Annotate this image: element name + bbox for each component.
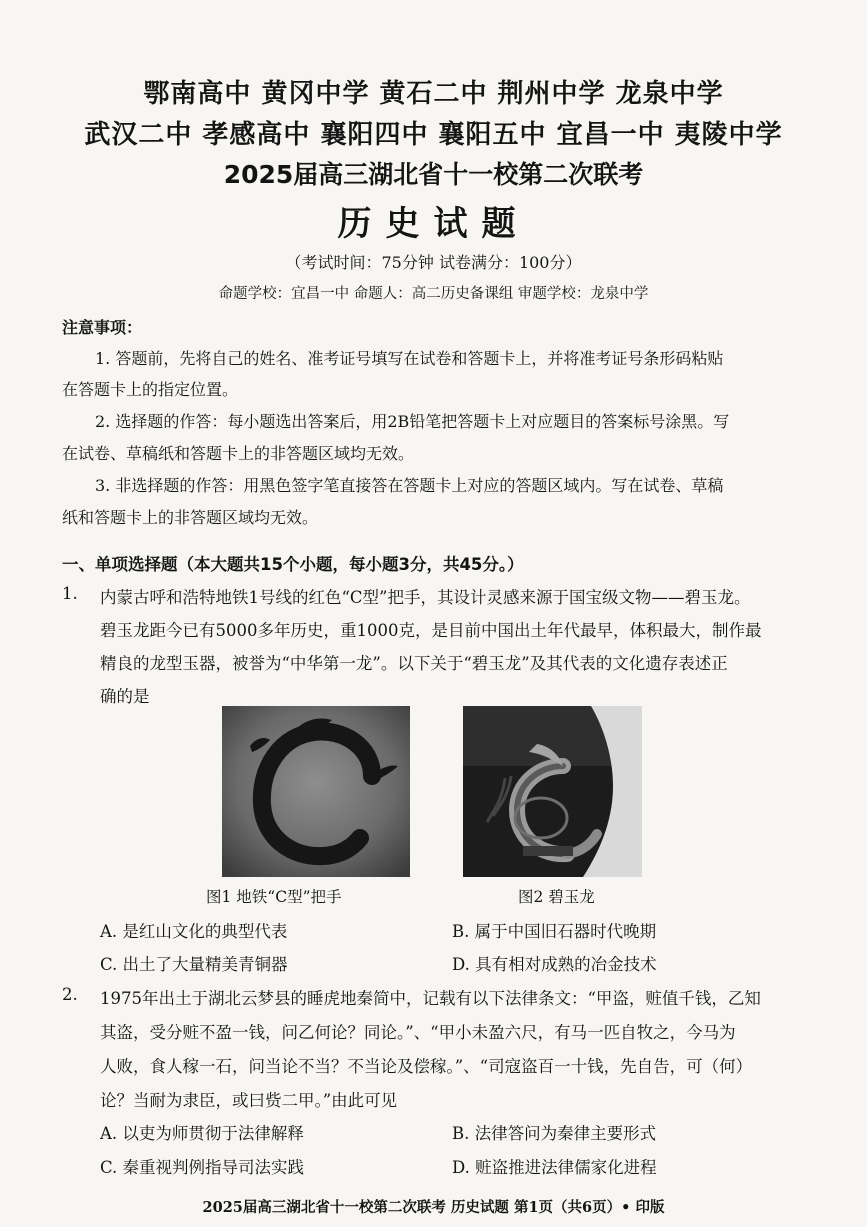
q2-option-d: D. 赃盗推进法律儒家化进程 xyxy=(452,1158,657,1177)
q1-option-b: B. 属于中国旧石器时代晚期 xyxy=(452,922,657,941)
q1-option-a: A. 是红山文化的典型代表 xyxy=(100,922,288,941)
subject-title: 历史试题 xyxy=(337,204,530,244)
q2-number: 2. xyxy=(62,985,78,1004)
q1-option-c: C. 出土了大量精美青铜器 xyxy=(100,955,288,974)
note-1-line-2: 在答题卡上的指定位置。 xyxy=(62,380,239,399)
q2-option-a: A. 以吏为师贯彻于法律解释 xyxy=(100,1124,304,1143)
q1-line-3: 精良的龙型玉器，被誉为“中华第一龙”。以下关于“碧玉龙”及其代表的文化遗存表述正 xyxy=(100,654,728,673)
q1-option-d: D. 具有相对成熟的冶金技术 xyxy=(452,955,657,974)
page-footer: 2025届高三湖北省十一校第二次联考 历史试题 第1页（共6页）• 印版 xyxy=(202,1199,665,1216)
q2-option-c: C. 秦重视判例指导司法实践 xyxy=(100,1158,305,1177)
q1-line-4: 确的是 xyxy=(100,687,150,706)
note-3-line-2: 纸和答题卡上的非答题区域均无效。 xyxy=(62,508,319,527)
section-1-heading: 一、单项选择题（本大题共15个小题，每小题3分，共45分。） xyxy=(62,555,524,574)
q1-line-1: 内蒙古呼和浩特地铁1号线的红色“C型”把手，其设计灵感来源于国宝级文物——碧玉龙。 xyxy=(100,588,751,607)
note-2-line-1: 2. 选择题的作答：每小题选出答案后，用2B铅笔把答题卡上对应题目的答案标号涂黑。写 xyxy=(95,412,730,431)
q2-line-1: 1975年出土于湖北云梦县的睡虎地秦简中，记载有以下法律条文：“甲盗，赃值千钱，乙知 xyxy=(100,989,761,1008)
q1-number: 1. xyxy=(62,584,78,603)
figure-2-photo xyxy=(463,706,642,877)
q2-line-2: 其盗，受分赃不盈一钱，问乙何论？同论。”、“甲小未盈六尺，有马一匹自牧之，今马为 xyxy=(100,1023,736,1042)
q2-line-3: 人败，食人稼一石，问当论不当？不当论及偿稼。”、“司寇盗百一十钱，先自告，可（何） xyxy=(100,1057,753,1076)
authors-line: 命题学校：宜昌一中 命题人：高二历史备课组 审题学校：龙泉中学 xyxy=(218,286,649,302)
c-handle-illustration xyxy=(222,706,410,877)
figure-1-photo xyxy=(222,706,410,877)
schools-line-1: 鄂南高中 黄冈中学 黄石二中 荆州中学 龙泉中学 xyxy=(143,79,724,109)
q1-line-2: 碧玉龙距今已有5000多年历史，重1000克，是目前中国出土年代最早，体积最大，制作最 xyxy=(100,621,762,640)
note-2-line-2: 在试卷、草稿纸和答题卡上的非答题区域均无效。 xyxy=(62,444,415,463)
schools-line-2: 武汉二中 孝感高中 襄阳四中 襄阳五中 宜昌一中 夷陵中学 xyxy=(84,120,783,150)
exam-title: 2025届高三湖北省十一校第二次联考 xyxy=(223,160,644,189)
q2-line-4: 论？当耐为隶臣，或曰赀二甲。”由此可见 xyxy=(100,1091,398,1110)
time-info: （考试时间：75分钟 试卷满分：100分） xyxy=(285,253,582,272)
note-3-line-1: 3. 非选择题的作答：用黑色签字笔直接答在答题卡上对应的答题区域内。写在试卷、草稿 xyxy=(95,476,724,495)
figure-1-caption: 图1 地铁“C型”把手 xyxy=(206,888,342,906)
q2-option-b: B. 法律答问为秦律主要形式 xyxy=(452,1124,657,1143)
notes-heading: 注意事项： xyxy=(62,318,143,337)
jade-dragon-illustration xyxy=(463,706,642,877)
figure-2-caption: 图2 碧玉龙 xyxy=(518,888,595,906)
note-1-line-1: 1. 答题前，先将自己的姓名、准考证号填写在试卷和答题卡上，并将准考证号条形码粘贴 xyxy=(95,349,724,368)
